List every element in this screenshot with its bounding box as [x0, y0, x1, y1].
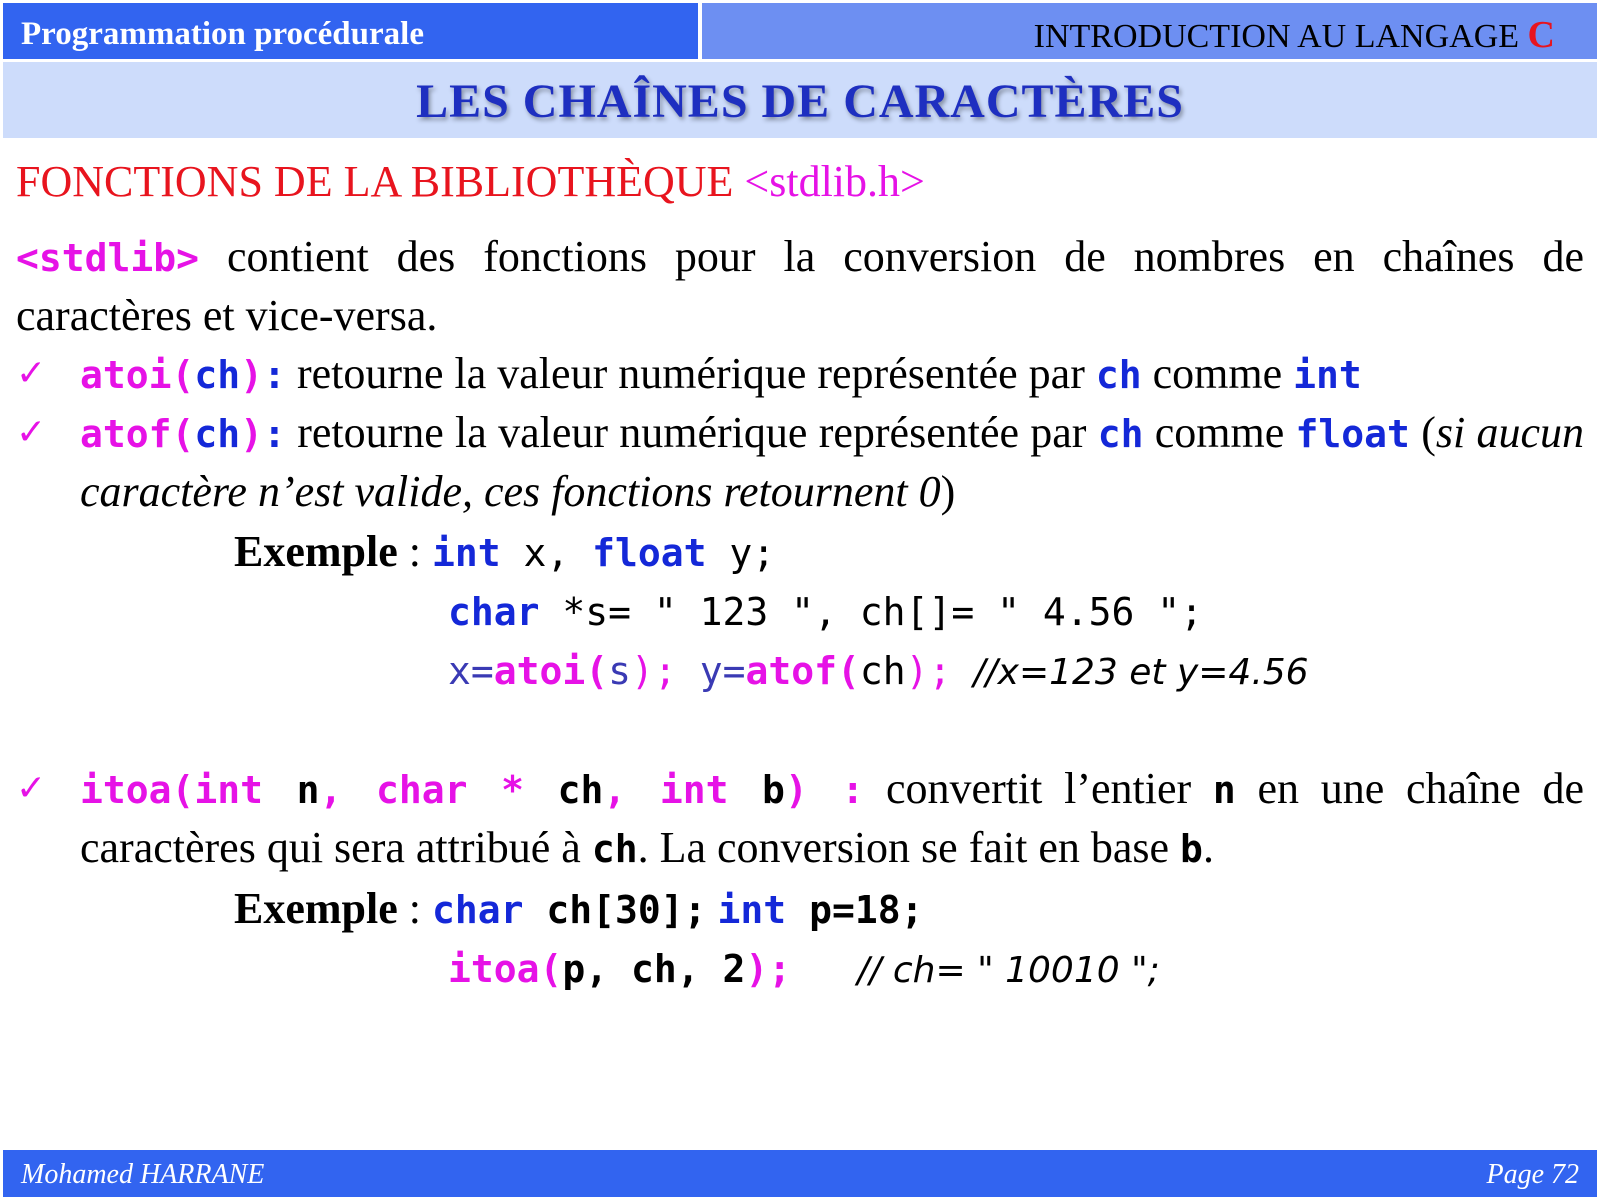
atof-note-open: ( [1409, 408, 1436, 457]
atof-name: atof( [80, 412, 195, 456]
atoi-arg: ch [194, 353, 241, 397]
example2-int: int [717, 888, 787, 932]
footer-page-number: Page 72 [1486, 1159, 1579, 1190]
itoa-n: n [263, 768, 320, 812]
subject-letter: C [1527, 14, 1555, 56]
itoa-comma2: , [603, 768, 660, 812]
itoa-char: char [376, 768, 468, 812]
example1-x: x, [500, 531, 593, 575]
footer-author: Mohamed HARRANE [21, 1159, 265, 1190]
itoa-b: b [728, 768, 785, 812]
intro-text: contient des fonctions pour la conversion de nombres en chaînes de caractères et vice-versa. [16, 232, 1584, 340]
example1-atoi: atoi( [493, 649, 609, 693]
atoi-type: int [1293, 353, 1362, 397]
example1-s: s [608, 649, 632, 693]
atoi-text: retourne la valeur numérique représentée par [285, 349, 1096, 398]
itoa-b2: b [1180, 827, 1203, 871]
example1-ch: ch [859, 649, 906, 693]
checkmark-icon: ✓ [16, 412, 47, 453]
atof-text: retourne la valeur numérique représentée par [285, 408, 1098, 457]
itoa-ch: ch [557, 768, 604, 812]
itoa-text2: en une chaîne de caractères qui sera attribué à [80, 764, 1585, 872]
section-heading-lib: <stdlib.h> [744, 157, 925, 206]
example2-sep: : [397, 884, 432, 933]
example1-yeq: y= [676, 649, 746, 693]
atoi-colon: : [263, 353, 286, 397]
example1-xeq: x= [448, 649, 494, 693]
example1-comment: //x=123 et y=4.56 [973, 652, 1309, 693]
example2-comment: // ch= " 10010 "; [857, 950, 1160, 991]
example2-args: p, ch, 2 [562, 947, 746, 991]
atoi-ch: ch [1095, 353, 1142, 397]
checkmark-icon: ✓ [16, 768, 47, 809]
header-subject [702, 3, 1597, 59]
example1-int: int [432, 531, 501, 575]
course-title: Programmation procédurale [21, 16, 424, 52]
footer [3, 1150, 1597, 1197]
example2 [16, 880, 1584, 1000]
example1 [16, 523, 1584, 702]
example2-close: ); [745, 947, 792, 991]
itoa-ch2: ch [591, 827, 638, 871]
intro-paragraph [16, 228, 1584, 345]
subject-title: INTRODUCTION AU LANGAGE [1033, 18, 1520, 55]
example1-sep: : [397, 527, 432, 576]
bullet-atoi [16, 345, 1584, 404]
checkmark-icon: ✓ [16, 353, 47, 394]
example1-line3 [16, 641, 1584, 702]
itoa-comma1: , [319, 768, 376, 812]
itoa-text3: . La conversion se fait en base [637, 823, 1181, 872]
itoa-name: itoa( [80, 768, 195, 812]
example1-line2 [16, 582, 1584, 641]
page-title: LES CHAÎNES DE CARACTÈRES [416, 75, 1184, 128]
atoi-comme: comme [1141, 349, 1294, 398]
example2-ch: ch[30]; [523, 888, 707, 932]
atof-comme: comme [1143, 408, 1296, 457]
atof-note: si aucun caractère n’est valide, ces fonctions retournent 0 [80, 408, 1584, 516]
bullet-itoa [16, 760, 1584, 878]
example1-char: char [448, 590, 540, 634]
itoa-text1: convertit l’entier [864, 764, 1213, 813]
atof-arg: ch [194, 412, 241, 456]
section-heading [16, 152, 1584, 212]
example2-line2 [16, 939, 1584, 1000]
atof-note-close: ) [940, 467, 956, 516]
itoa-star: * [467, 768, 558, 812]
example1-close2: ); [905, 649, 952, 693]
itoa-int2: int [659, 768, 729, 812]
example2-p: p=18; [786, 888, 924, 932]
example2-line1 [16, 880, 1584, 939]
example1-decl: *s= " 123 ", ch[]= " 4.56 "; [539, 590, 1203, 634]
example2-char: char [432, 888, 524, 932]
atof-type: float [1295, 412, 1410, 456]
atof-ch: ch [1097, 412, 1144, 456]
title-band [3, 62, 1597, 138]
section-heading-text: FONCTIONS DE LA BIBLIOTHÈQUE [16, 157, 734, 206]
intro-lib: <stdlib> [16, 236, 200, 280]
example1-close1: ); [631, 649, 677, 693]
atof-close: ) [240, 412, 264, 456]
atoi-close: ) [240, 353, 264, 397]
bullet-atof [16, 404, 1584, 521]
itoa-int1: int [194, 768, 264, 812]
itoa-n2: n [1212, 768, 1236, 812]
example2-label: Exemple [234, 884, 398, 933]
example1-line1 [16, 523, 1584, 582]
example1-y: y; [706, 531, 776, 575]
example1-label: Exemple [234, 527, 398, 576]
example1-float: float [592, 531, 707, 575]
example1-atof: atof( [745, 649, 860, 693]
itoa-text4: . [1202, 823, 1214, 872]
itoa-close: ) : [784, 768, 865, 812]
atof-colon: : [263, 412, 286, 456]
atoi-name: atoi( [80, 353, 195, 397]
example2-itoa: itoa( [448, 947, 563, 991]
header-course [3, 3, 698, 59]
content [16, 148, 1584, 1000]
